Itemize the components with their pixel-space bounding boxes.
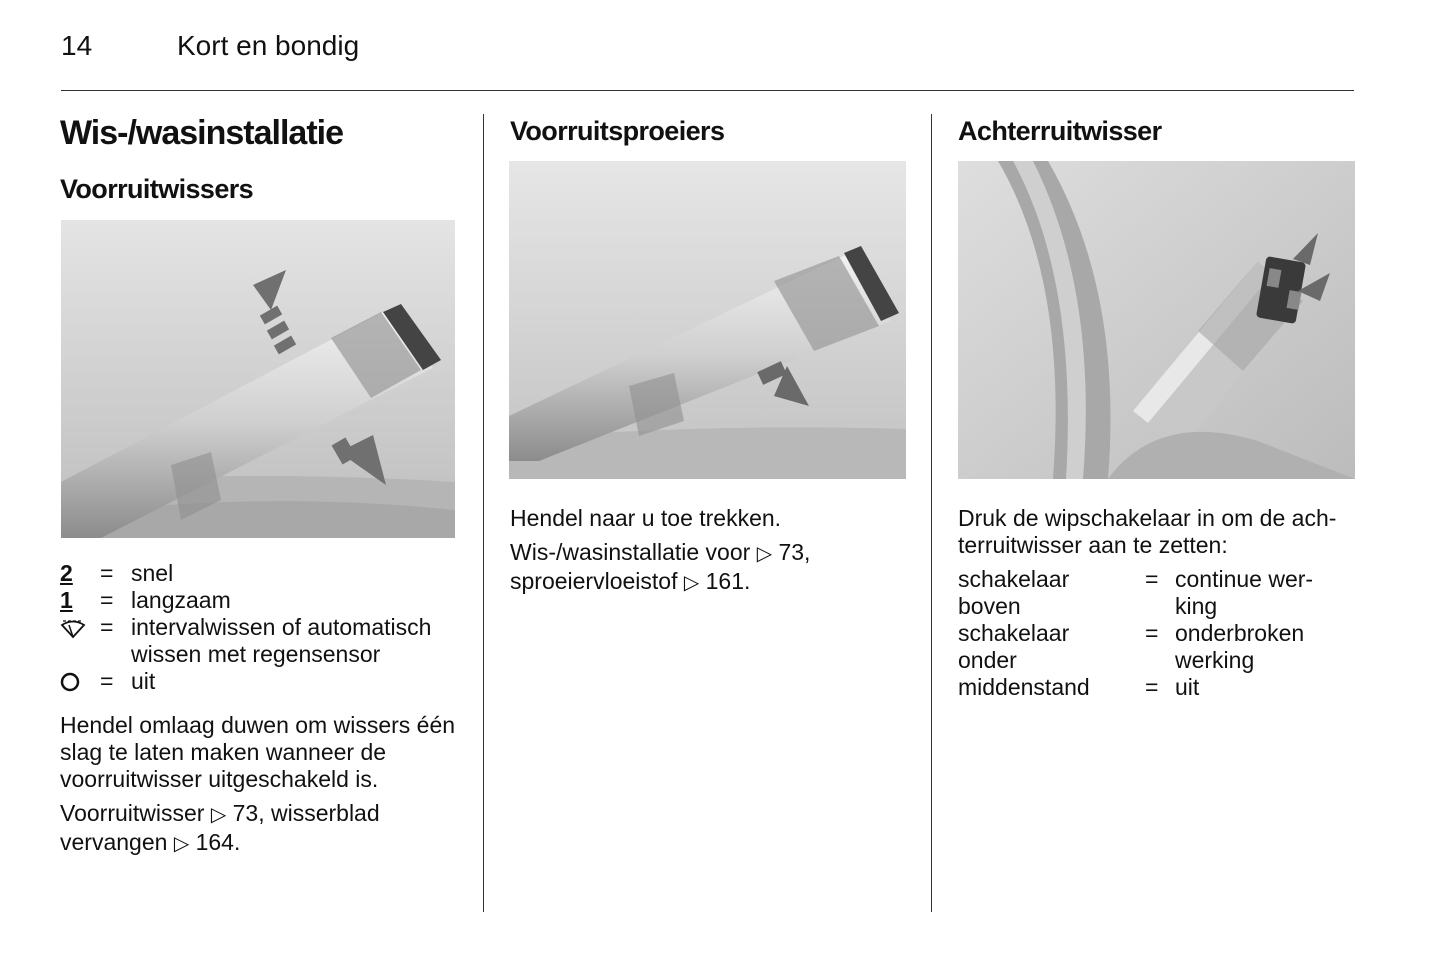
legend-value: intervalwissen of automatisch wissen met regensensor	[131, 614, 432, 667]
header-divider	[61, 90, 1354, 91]
legend-row-interval	[60, 614, 460, 668]
col1-paragraph-1: Hendel omlaag duwen om wissers één slag te laten maken wanneer de voorruitwisser uitgeschakeld is.	[60, 712, 456, 792]
legend-value: continue werking	[1175, 566, 1314, 619]
text-span: , wisserblad	[258, 800, 380, 826]
legend-value: snel	[131, 560, 174, 586]
col2-paragraph-2	[510, 539, 910, 597]
legend-value: langzaam	[131, 587, 231, 613]
page-ref[interactable]: 73,	[778, 539, 811, 565]
legend-key: schakelaar onder	[958, 620, 1070, 673]
legend-row-off	[60, 668, 460, 695]
legend-value: onderbroken werking	[1175, 620, 1305, 673]
text-span: vervangen	[60, 829, 168, 855]
legend-eq: =	[100, 587, 114, 613]
page-ref[interactable]: 73	[232, 800, 259, 826]
col3-paragraph-1: Druk de wipschakelaar in om de achterruitwisser aan te zetten:	[958, 505, 1337, 558]
legend-eq: =	[100, 614, 114, 640]
subsection-heading-front-wipers: Voorruitwissers	[60, 174, 254, 204]
page-ref-arrow-icon: ▷	[210, 804, 227, 826]
legend-key: schakelaar boven	[958, 566, 1070, 619]
legend-eq: =	[100, 560, 114, 586]
legend-row-middle	[958, 674, 1358, 701]
chapter-title: Kort en bondig	[177, 30, 360, 61]
wiper-interval-icon	[60, 618, 86, 645]
legend-eq: =	[100, 668, 114, 694]
col1-paragraph-2	[60, 800, 460, 858]
page-ref[interactable]: 164	[195, 829, 234, 855]
page-ref-arrow-icon: ▷	[173, 833, 190, 855]
page-ref-arrow-icon: ▷	[756, 543, 773, 565]
subsection-heading-rear-wiper: Achterruitwisser	[958, 116, 1162, 146]
col2-paragraph-1: Hendel naar u toe trekken.	[510, 505, 782, 531]
rear-wiper-switch-illustration	[958, 161, 1355, 479]
text-span: Wis-/wasinstallatie voor	[510, 539, 751, 565]
column-divider-2	[931, 114, 932, 912]
legend-key: middenstand	[958, 674, 1090, 700]
washer-stalk-illustration	[509, 161, 906, 479]
legend-key: 2	[60, 560, 73, 586]
legend-row-switch-up	[958, 566, 1358, 620]
text-span: Voorruitwisser	[60, 800, 205, 826]
page-ref[interactable]: 161.	[705, 568, 751, 594]
legend-row-fast	[60, 560, 460, 587]
rear-wiper-legend	[958, 566, 1358, 706]
legend-value: uit	[1175, 674, 1200, 700]
legend-row-slow	[60, 587, 460, 614]
subsection-heading-washers: Voorruitsproeiers	[510, 116, 725, 146]
text-span: sproeiervloeistof	[510, 568, 678, 594]
legend-eq: =	[1145, 620, 1159, 646]
section-heading: Wis-/wasinstallatie	[60, 114, 344, 152]
front-wiper-legend	[60, 560, 460, 700]
legend-eq: =	[1145, 674, 1159, 700]
front-wiper-stalk-illustration	[61, 220, 455, 538]
legend-row-switch-down	[958, 620, 1358, 674]
legend-eq: =	[1145, 566, 1159, 592]
legend-key: 1	[60, 587, 73, 613]
column-divider-1	[483, 114, 484, 912]
page-ref-arrow-icon: ▷	[683, 572, 700, 594]
off-circle-icon	[60, 671, 82, 699]
text-span: .	[233, 829, 241, 855]
page-number: 14	[61, 30, 93, 61]
legend-value: uit	[131, 668, 156, 694]
